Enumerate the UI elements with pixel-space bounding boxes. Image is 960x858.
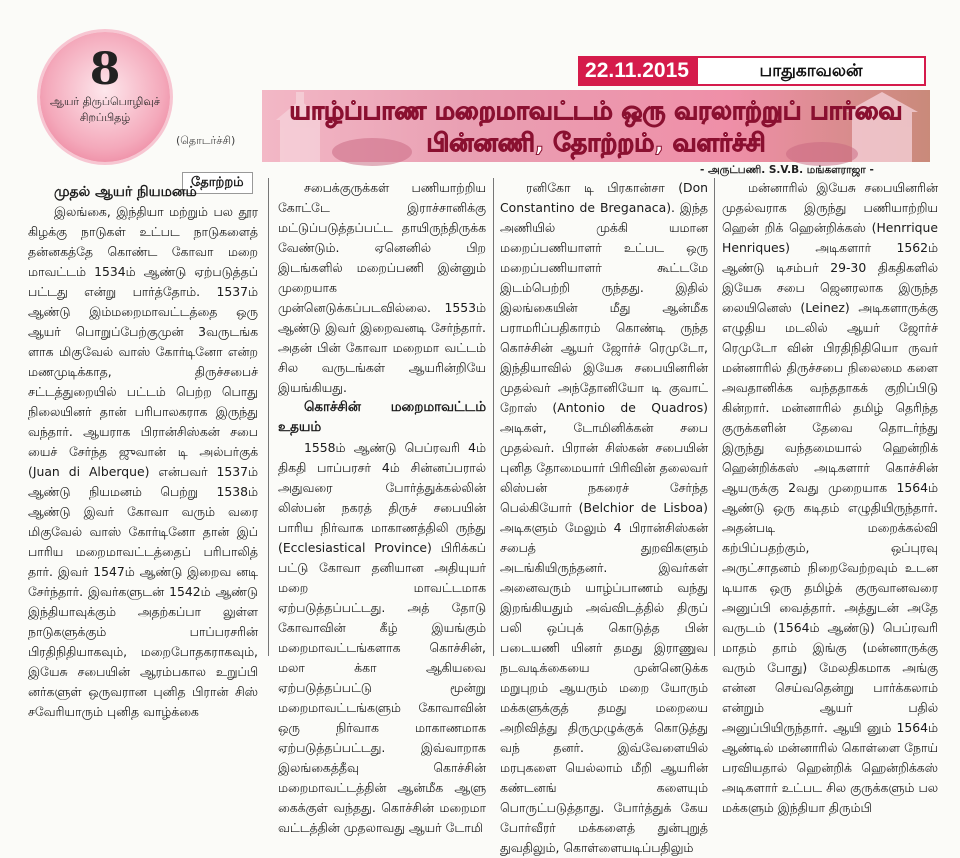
page-number-badge [40, 32, 170, 162]
section-tag: தோற்றம் [182, 172, 253, 194]
column-2-text-top: சபைக்குருக்கள் பணியாற்றிய கோட்டே இராச்சானிக்கு மட்டுப்படுத்தப்பட்ட தாயிருந்திருக்க வேண்டும். ஏனெனில் பிற இடங்களில் மறைப்பணி இன்னும் முறையாக முன்னெடுக்கப்படவில்லை. 1553ம் ஆண்டு இவர் இறைவனடி சேர்ந்தார். அதன் பின் கோவா மறைமா வட்டம் சில வருடங்கள் ஆயரின்றியே இயங்கியது. [278, 180, 486, 395]
column-1-text: இலங்கை, இந்தியா மற்றும் பல தூர கிழக்கு நாடுகள் உட்பட நாடுகளைத் தன்னகத்தே கொண்ட கோவா மறை மாவட்டம் 1534ம் ஆண்டு ஏற்படுத்தப் பட்டது என்று பார்த்தோம். 1537ம் ஆண்டு இம்மறைமாவட்டத்தை ஒரு ஆயர் பொறுப்பேற்குமுன் 3வருடங்க ளாக மிகுவேல் வாஸ் கோர்டினோ என்ற மணமுடிக்காத, திருச்சபைச் சட்டத்துறையில் பட்டம் பெற்ற பொது நிலையினர் தான் பரிபாலகராக இருந்து வந்தார். ஆயராக பிரான்சிஸ்கன் சபை யைச் சேர்ந்த ஜுவான் டி அல்பர்குக் (Juan di Alberque) என்பவர் 1537ம் ஆண்டு நியமனம் பெற்று 1538ம் ஆண்டு இவர் கோவா வரும் வரை மிகுவேல் வாஸ் கோர்டினோ தான் இப் பாரிய மறைமாவட்டத்தைப் பரிபாலித் தார். இவர் 1547ம் ஆண்டு இறைவ னடி சேர்ந்தார். இவர்களுடன் 1542ம் ஆண்டு இந்தியாவுக்கும் அதற்கப்பா லுள்ள நாடுகளுக்கும் பாப்பரசரின் பிரதிநிதியாகவும், மறைபோதகராகவும், இயேசு சபையின் ஆரம்பகால உறுப்பி னர்களுள் ஒருவரான புனித பிரான் சிஸ் சவேரியாரும் புனித வாழ்க்கை [28, 204, 258, 719]
issue-date: 22.11.2015 [578, 56, 696, 86]
column-divider [493, 178, 494, 656]
headline-banner [262, 90, 930, 162]
badge-caption-line1: ஆயர் திருப்பொழிவுச் [50, 95, 160, 108]
column-3-text: ரனிகோ டி பிரகான்சா (Don Constantino de Breganaca). இந்த அணியில் முக்கி யமான மறைப்பணியாளர் உட்பட ஒரு மறைப்பணியாளர் கூட்டமே இடம்பெற்றி ருந்தது. இதில் இலங்கையின் மீது ஆன்மீக பராமரிப்பதிகாரம் கொண்டி ருந்த கொச்சின் ஆயர் ஜோர்ச் ரெமுடோ, இந்தியாவில் இயேசு சபையினரின் முதல்வர் அந்தோனியோ டி குவாட் றோஸ் (Antonio de Quadros) அடிகள், டோமினிக்கன் சபை முதல்வர். பிரான் சிஸ்கன் சபையின் புனித தோமையார் பிரிவின் தலைவர் லிஸ்பன் நகரைச் சேர்ந்த பெல்கியோர் (Belchior de Lisboa) அடிகளும் மேலும் 4 பிரான்சிஸ்கன் சபைத் துறவிகளும் அடங்கியிருந்தனர். இவர்கள் அனைவரும் யாழ்ப்பாணம் வந்து இறங்கியதும் அவ்விடத்தில் திருப் பலி ஒப்புக் கொடுத்த பின் படையணி யினர் தமது இராணுவ நடவடிக்கையை முன்னெடுக்க மறுபுறம் ஆயரும் மறை யோரும் மக்களுக்குத் தமது மறையை அறிவித்து திருமுழுக்குக் கொடுத்து வந் தனர். இவ்வேளையில் மரபுகளை யெல்லாம் மீறி ஆயரின் கண்டனங் களையும் பொருட்படுத்தாது. போர்த்துக் கேய போர்வீரர் மக்களைத் துன்புறுத் துவதிலும், கொள்ளையடிப்பதிலும் [500, 180, 708, 855]
column-divider [714, 178, 715, 656]
column-4-text: மன்னாரில் இயேசு சபையினரின் முதல்வராக இருந்து பணியாற்றிய ஹென் றிக் ஹென்றிக்கஸ் (Henrrique Henriques) அடிகளார் 1562ம் ஆண்டு டிசம்பர் 29-30 திகதிகளில் இயேசு சபை ஜெனரலாக இருந்த லையினெஸ் (Leinez) அடிகளாருக்கு எழுதிய மடலில் ஆயர் ஜோர்ச் ரெமுடோ வின் பிரதிநிதியொ ருவர் மன்னாரில் திருச்சபை நிலைமை களை அவதானிக்க வந்ததாகக் குறிப்பிடு கின்றார். மன்னாரில் தமிழ் தெரிந்த குருக்களின் தேவை தொடர்ந்து இருந்து வந்தமையால் ஹென்றிக் ஹென்றிக்கஸ் அடிகளார் கொச்சின் ஆயருக்கு 2வது முறையாக 1564ம் ஆண்டு ஒரு கடிதம் எழுதியிருந்தார். அதன்படி மறைக்கல்வி கற்பிப்பதற்கும், ஒப்புரவு அருட்சாதனம் நிறைவேற்றவும் உடன டியாக ஒரு தமிழ்க் குருவானவரை அனுப்பி வைத்தார். அத்துடன் அதே வருடம் (1564ம் ஆண்டு) பெப்ரவரி மாதம் தாம் இங்கு (மன்னாருக்கு வரும் போது) மேலதிகமாக அங்கு என்ன செய்வதென்று பார்க்கலாம் என்றும் ஆயர் பதில் அனுப்பியிருந்தார். ஆயி னும் 1564ம் ஆண்டில் மன்னாரில் கொள்ளை நோய் பரவியதால் ஹென்றிக் ஹென்றிக்கஸ் அடிகளார் உட்பட சில குருக்களும் பல மக்களும் இந்தியா திரும்பி [722, 180, 938, 815]
page-number: 8 [89, 44, 121, 95]
article-column-1 [28, 182, 258, 719]
badge-caption-line2: சிறப்பிதழ் [79, 111, 131, 124]
headline-sub: பின்னணி, தோற்றம், வளர்ச்சி [426, 128, 766, 157]
article-column-4 [722, 178, 938, 815]
column-2-text-bottom: 1558ம் ஆண்டு பெப்ரவரி 4ம் திகதி பாப்பரசர் 4ம் சின்னப்பரால் அதுவரை போர்த்துக்கல்லின் லிஸ்பன் நகரத் திருச் சபையின் பாரிய நிர்வாக மாகாணத்திலி ருந்து (Ecclesiastical Province) பிரிக்கப் பட்டு கோவா தனியான அதியுயர் மறை மாவட்டமாக ஏற்படுத்தப்பட்டது. அத் தோடு கோவாவின் கீழ் இயங்கும் மறைமாவட்டங்களாக கொச்சின், மலா க்கா ஆகியவை ஏற்படுத்தப்பட்டு மூன்று மறைமாவட்டங்களும் கோவாவின் ஒரு நிர்வாக மாகாணமாக ஏற்படுத்தப்பட்டது. இவ்வாறாக இலங்கைத்தீவு கொச்சின் மறைமாவட்டத்தின் ஆன்மீக ஆளு கைக்குள் வந்தது. கொச்சின் மறைமா வட்டத்தின் முதலாவது ஆயர் டோமி [278, 440, 486, 835]
headline-main: யாழ்ப்பாண மறைமாவட்டம் ஒரு வரலாற்றுப் பார்வை [289, 96, 903, 125]
column-2-subheading: கொச்சின் மறைமாவட்டம் உதயம் [278, 400, 486, 435]
newspaper-name: பாதுகாவலன் [696, 56, 926, 86]
article-column-3 [500, 178, 708, 855]
column-1-subheading: முதல் ஆயர் நியமனம் [54, 184, 197, 200]
article-column-2 [278, 178, 486, 835]
author-byline: - அருட்பணி. S.V.B. மங்களராஜா - [700, 164, 874, 176]
continuation-note: (தொடர்ச்சி) [176, 134, 236, 147]
column-divider [268, 178, 269, 656]
